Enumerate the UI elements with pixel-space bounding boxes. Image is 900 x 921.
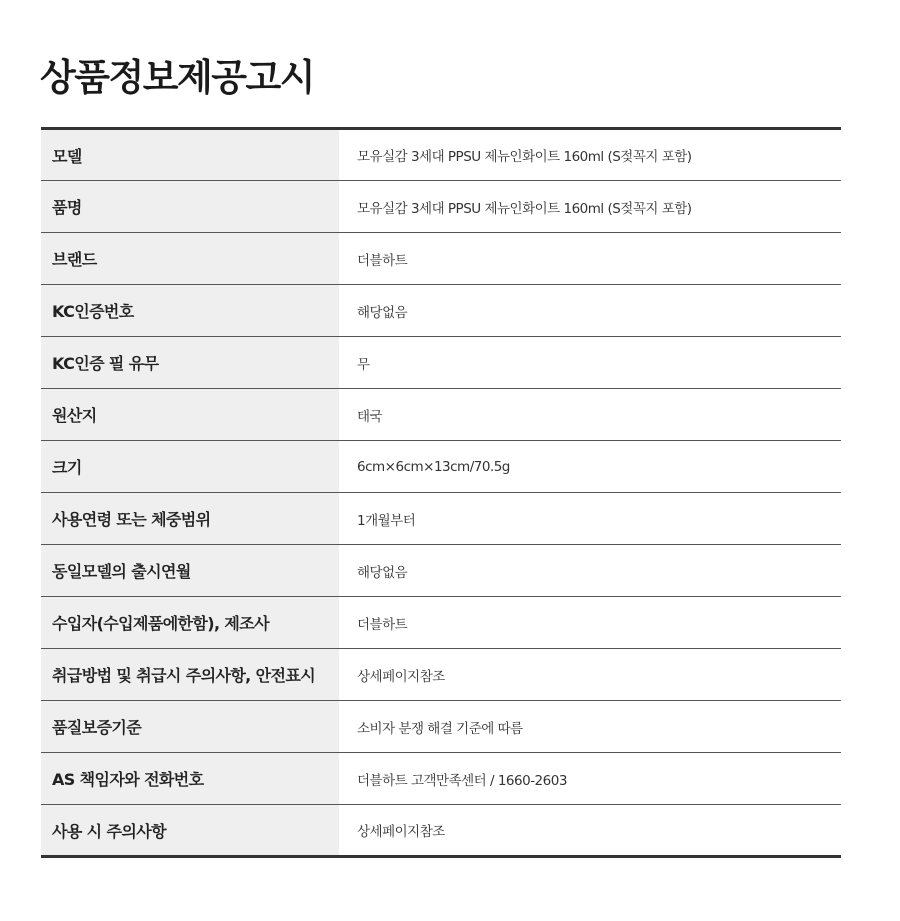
row-label: 모델 (41, 129, 339, 181)
row-label: 수입자(수입제품에한함), 제조사 (41, 597, 339, 649)
row-value: 더블하트 고객만족센터 / 1660-2603 (339, 753, 841, 805)
row-value: 모유실감 3세대 PPSU 제뉴인화이트 160ml (S젖꼭지 포함) (339, 181, 841, 233)
row-label: 원산지 (41, 389, 339, 441)
row-value: 소비자 분쟁 해결 기준에 따름 (339, 701, 841, 753)
row-value: 태국 (339, 389, 841, 441)
row-value: 모유실감 3세대 PPSU 제뉴인화이트 160ml (S젖꼭지 포함) (339, 129, 841, 181)
table-row-warranty (41, 701, 841, 753)
row-value: 6cm×6cm×13cm/70.5g (339, 441, 841, 493)
table-row-brand (41, 233, 841, 285)
row-value: 상세페이지참조 (339, 649, 841, 701)
row-label: KC인증 필 유무 (41, 337, 339, 389)
table-row-age-range (41, 493, 841, 545)
page-title: 상품정보제공고시 (40, 56, 314, 99)
table-row-release-date (41, 545, 841, 597)
table-row-product-name (41, 181, 841, 233)
row-label: 브랜드 (41, 233, 339, 285)
table-row-kc-status (41, 337, 841, 389)
row-value: 상세페이지참조 (357, 824, 445, 840)
table-row-kc-number (41, 285, 841, 337)
table-row-precautions (41, 805, 841, 857)
table-row-as-contact (41, 753, 841, 805)
row-label: 크기 (41, 441, 339, 493)
table-row-model (41, 129, 841, 181)
row-value: 더블하트 (339, 597, 841, 649)
row-label: 동일모델의 출시연월 (41, 545, 339, 597)
row-label: AS 책임자와 전화번호 (41, 753, 339, 805)
table-row-importer (41, 597, 841, 649)
row-value: 해당없음 (339, 285, 841, 337)
product-info-table (41, 127, 841, 858)
row-label: 사용연령 또는 체중범위 (41, 493, 339, 545)
row-value: 더블하트 (339, 233, 841, 285)
table-row-origin (41, 389, 841, 441)
table-row-size (41, 441, 841, 493)
row-label: KC인증번호 (41, 285, 339, 337)
row-value: 해당없음 (339, 545, 841, 597)
row-label: 사용 시 주의사항 (41, 805, 339, 857)
row-label: 취급방법 및 취급시 주의사항, 안전표시 (41, 649, 339, 701)
row-label: 품질보증기준 (41, 701, 339, 753)
row-value: 1개월부터 (339, 493, 841, 545)
table-row-handling (41, 649, 841, 701)
row-value: 무 (339, 337, 841, 389)
row-label: 품명 (41, 181, 339, 233)
